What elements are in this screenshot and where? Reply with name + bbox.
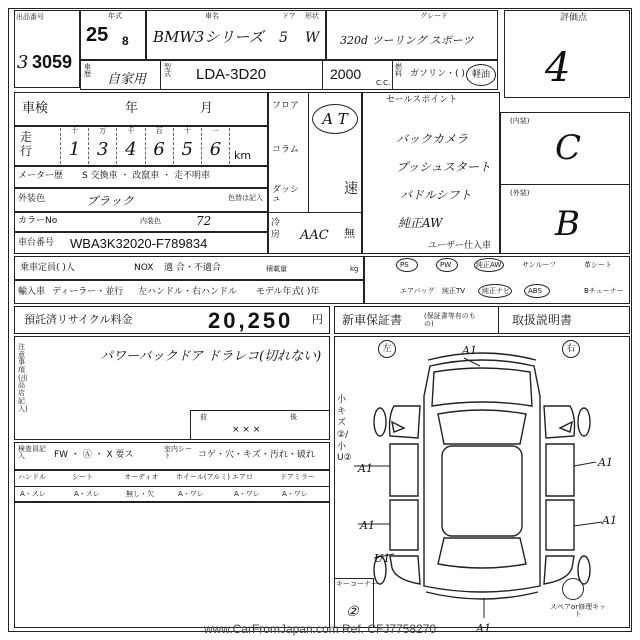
cond-seat: シート [72,473,93,481]
capacity-label: 乗車定員( )人 [20,263,75,273]
cond-handle: ハンドル [18,473,46,481]
sales-point-item: 純正AW [398,216,443,230]
equipment-item: PS [400,261,409,269]
model-value: LDA-3D20 [196,66,267,83]
equipment-item: 革シート [584,261,612,269]
equipment-circle [474,258,504,272]
left-side-label: 左 [378,340,396,358]
right-front-door [546,444,574,496]
cond-aircon-value: A・ワレ [234,490,260,498]
wheel-lf [374,408,386,436]
warranty-label: 新車保証書 [342,313,403,327]
fuel-value: ガソリン・( ) [410,69,465,79]
grade-label: グレード [420,12,448,20]
left-rear-fender [390,556,420,584]
door-value: 5 [279,30,288,46]
car-name: BMW3シリーズ [153,28,264,46]
none-label: 無 [344,227,355,240]
interior-color-label: 内装色 [140,217,161,225]
color-no-label: カラーNo [18,216,58,226]
remarks-label: 注意事項(出品店記入) [18,343,28,413]
key-corner-label: キーコーナー [336,580,378,588]
equipment-circle [436,258,458,272]
sales-point-item: プッシュスタート [396,160,491,174]
manual-label: 取扱説明書 [512,313,573,327]
exterior-value: ブラック [86,194,134,208]
damage-mark: A1 [462,344,477,357]
at-value: A T [312,104,358,134]
grade-value: 320d ツーリング スポーツ [340,34,474,47]
mileage-label: 走行 [20,130,33,159]
fuel-circled: 軽油 [466,64,496,86]
right-front-fender [544,406,575,438]
equipment-item: 純正AW [476,261,502,269]
cc-value: 2000 [330,66,362,82]
recycle-unit: 円 [312,313,323,326]
lot-label: 出品番号 [16,13,44,21]
floor-label: フロア [272,101,300,111]
handle-options: 左ハンドル・右ハンドル [138,287,238,297]
inspection-month-label: 月 [200,101,214,116]
dealer-options: ディーラー・並行 [52,287,124,297]
shape-value: W [305,30,320,46]
model-year: モデル年式( )年 [256,287,320,297]
lot-box [14,10,80,88]
seat-rear-label: 後 [290,413,297,421]
mileage-cell: 千 4 [116,128,144,164]
inspection-label: 車検 [22,101,49,116]
warranty-note: (保証書等有のもの) [424,312,476,329]
month-value: 8 [122,34,129,48]
equipment-circle [478,284,512,298]
lower-left-area [14,502,330,628]
lot-number: 3059 [32,52,73,72]
car-name-label: 車名 [205,12,219,20]
lot-prefix: 3 [17,52,29,73]
year-label: 年式 [108,12,122,20]
cond-mirror: ドアミラー [280,473,315,481]
equipment-item: 純正TV [442,287,466,295]
mileage-cell: 十 5 [173,128,201,164]
shape-label: 形状 [305,12,319,20]
side-note: 小キズ②/小U② [337,395,352,464]
model-label: 型式 [164,63,171,78]
damage-mark: A1 [360,519,375,532]
damage-mark: A1 [358,462,373,475]
inspector-options: FW ・ Ⓐ ・ X 要ス [54,450,134,460]
score-label: 評価点 [560,13,588,23]
car-windshield [438,410,526,444]
kg-label: kg [350,265,359,273]
equipment-circle [524,284,550,298]
nox-options: 適 合・不適合 [164,263,221,273]
interior-grade: C [555,128,582,168]
chassis-label: 車台番号 [18,238,55,248]
mileage-cell: 一 6 [201,128,230,164]
cond-aircon: エアロ [232,473,253,481]
mileage-cell: 万 3 [88,128,116,164]
car-rear-window [438,538,526,568]
cond-seat-value: A・スレ [74,490,100,498]
equipment-item: ABS [528,287,542,295]
history-label: 車歴 [84,63,91,78]
front-bumper [428,353,536,360]
equipment-item: Bチューナー [584,287,624,295]
mileage-cell: 百 6 [145,128,173,164]
car-diagram [334,336,630,628]
equipment-item: サンルーフ [522,261,557,269]
right-rear-door [546,500,574,550]
cond-wheel-value: A・ワレ [178,490,204,498]
spare-label: スペアor修理キット [549,603,607,618]
car-roof [442,446,522,536]
equipment-item: エアバッグ [400,287,435,295]
inspector-label: 検査員記入 [18,445,46,460]
room-seat-label: 室内シート [164,445,192,460]
interior-grade-label: (内装) [510,117,530,125]
damage-mark: U1 [374,552,391,565]
left-front-fender [390,406,421,438]
mileage-digits [60,128,230,164]
score-value: 4 [545,45,571,91]
column-label: コラム [272,145,299,155]
year-value: 25 [86,24,109,46]
equipment-item: 純正ナビ [482,287,510,295]
import-label: 輸入車 [18,287,46,297]
cond-wheel: ホイール(アルミ) [176,473,231,481]
damage-options: コゲ・穴・キズ・汚れ・破れ [198,450,315,460]
cond-audio: オーディオ [124,473,159,481]
equipment-circle [396,258,418,272]
exterior-grade: B [555,204,580,244]
left-front-door [390,444,418,496]
sales-point-label: セールスポイント [386,95,458,105]
mileage-cell: 十 1 [60,128,88,164]
cc-label: C.C. [376,79,391,87]
exterior-grade-label: (外装) [510,189,530,197]
remarks-text: パワーバックドア ドラレコ(切れない) [100,349,322,364]
sales-point-item: バックカメラ [396,132,469,146]
dash-label: ダッシュ [272,185,300,204]
right-mirror [560,422,572,432]
cond-audio-value: 無し・欠 [126,490,154,498]
chassis-value: WBA3K32020-F789834 [70,236,208,251]
left-rear-door [390,500,418,550]
key-corner-mark: ② [346,604,359,620]
damage-mark: A1 [602,514,617,527]
cond-handle-value: A・スレ [20,490,46,498]
meter-label: メーター歴 [18,171,64,181]
recycle-label: 預託済リサイクル料金 [24,313,133,326]
left-mirror [392,422,404,432]
right-side-label: 右 [562,340,580,358]
damage-mark: A1 [476,622,491,635]
history-value: 自家用 [107,72,147,87]
damage-mark: A1 [598,456,613,469]
km-label: km [234,149,252,162]
seat-front-rear [190,410,330,440]
recycle-value: 20,250 [208,308,294,333]
cond-mirror-value: A・ワレ [282,490,308,498]
seat-front-value: × × × [232,425,261,435]
car-hood [432,368,532,406]
equipment-item: PW [440,261,452,269]
sales-point-footer: ユーザー仕入車 [428,241,492,251]
watermark-footer: www.CarFromJapan.com Ref. CFJ7758270 [203,622,437,636]
interior-color-value: 72 [196,214,212,228]
sales-point-item: パドルシフト [400,188,472,202]
exterior-note: 色替は記入 [228,194,263,202]
wheel-rf [578,408,590,436]
exterior-label: 外装色 [18,194,46,204]
seat-front-label: 前 [200,413,207,421]
door-label: ドア [282,12,296,20]
cooler-value: AAC [300,228,329,243]
inspection-year-label: 年 [125,101,139,116]
cooler-label: 冷房 [271,218,281,240]
nox-label: NOX [134,263,154,273]
inspection-row [14,92,268,126]
spare-tire-icon [562,578,584,600]
load-label: 積載量 [266,265,287,273]
speed-label: 速 [344,181,358,197]
rear-bumper [426,592,538,599]
fuel-label: 燃料 [395,63,402,78]
meter-options: S 交換車 ・ 改竄車 ・ 走不明車 [82,171,211,181]
